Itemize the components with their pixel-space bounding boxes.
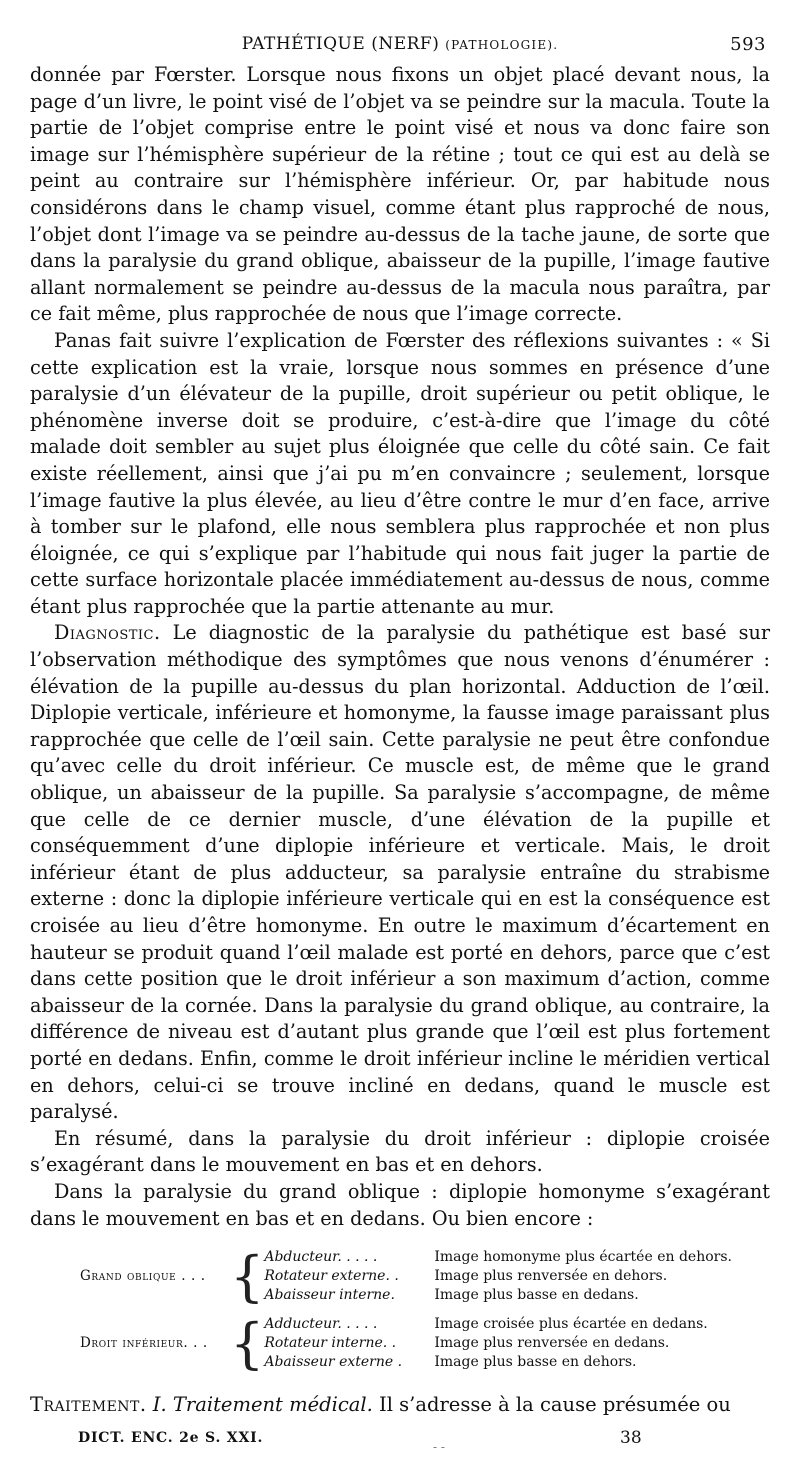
brace-icon: { — [230, 1311, 265, 1375]
header-title: PATHÉTIQUE (NERF) (PATHOLOGIE). — [241, 34, 559, 54]
paragraph-diagnostic — [30, 620, 770, 1125]
summary-table — [80, 1244, 732, 1375]
print-mark: - - — [433, 1440, 445, 1454]
group-label: Grand oblique . . . — [80, 1268, 206, 1285]
treatment-title: I. Traitement médical. — [152, 1393, 373, 1417]
running-header — [30, 28, 770, 62]
effect-cell: Image plus basse en dehors. — [434, 1354, 637, 1371]
paragraph-panas: Panas fait suivre l’explication de Fœrster des réflexions suivantes : « Si cette explication est la vraie, lorsque nous sommes en présence d’une paralysie d’un élévateur de la pupille, droit supérieur ou petit oblique, le phénomène inverse doit se produire, c’est-à-dire que l’image du côté malade doit sembler au sujet plus éloignée que celle du côté sain. Ce fait existe réellement, ainsi que j’ai pu m’en convaincre ; seulement, lorsque l’image fautive la plus élevée, au lieu d’être contre le mur d’en face, arrive à tomber sur le plafond, elle nous semblera plus rapprochée et non plus éloignée, ce qui s’explique par l’habitude qui nous fait juger la partie de cette surface horizontale placée immédiatement au-dessus de nous, comme étant plus rapprochée que la partie attenante au mur. — [30, 328, 770, 618]
term-cell: Abducteur. . . . . — [264, 1249, 378, 1266]
table-row — [80, 1248, 732, 1267]
table-spacer — [80, 1305, 732, 1315]
diagnostic-text: Le diagnostic de la paralysie du pathétique est basé sur l’observation méthodique des symptômes que nous venons d’énumérer : élévation de la pupille au-dessus du plan horizontal. Adduction de l’œil. Diplopie verticale, inférieure et homonyme, la fausse image paraissant plus rapprochée que celle de l’œil sain. Cette paralysie ne peut être confondue qu’avec celle du droit inférieur. Ce muscle est, de même que le grand oblique, un abaisseur de la pupille. Sa paralysie s’accompagne, de même que celle de ce dernier muscle, d’une élévation de la pupille et conséquemment d’une diplopie inférieure et verticale. Mais, le droit inférieur étant de plus adducteur, sa paralysie entraîne du strabisme externe : donc la diplopie inférieure verticale qui en est la conséquence est croisée au lieu d’être homonyme. En outre le maximum d’écartement en hauteur se produit quand l’œil malade est porté en dehors, parce que c’est dans cette position que le droit inférieur a son maximum d’action, comme abaisseur de la cornée. Dans la paralysie du grand oblique, au contraire, la différence de niveau est d’autant plus grande que l’œil est plus fortement porté en dedans. Enfin, comme le droit inférieur incline le méridien vertical en dehors, celui-ci se trouve incliné en dedans, quand le muscle est paralysé. — [30, 621, 770, 1124]
effect-cell: Image plus renversée en dehors. — [434, 1268, 668, 1285]
paragraph-foerster: donnée par Fœrster. Lorsque nous fixons un objet placé devant nous, la page d’un livre, le point visé de l’objet va se peindre sur la macula. Toute la partie de l’objet comprise entre le point visé et nous va donc faire son image sur l’hémisphère supérieur de la rétine ; tout ce qui est au delà se peint au contraire sur l’hémisphère inférieur. Or, par habitude nous considérons dans le champ visuel, comme étant plus rapproché de nous, l’objet dont l’image va se peindre au-dessus de la tache jaune, de sorte que dans la paralysie du grand oblique, abaisseur de la pupille, l’image fautive allant normalement se peindre au-dessus de la macula nous paraîtra, par ce fait même, plus rapprochée de nous que l’image correcte. — [30, 63, 770, 326]
group-label: Droit inférieur. . . — [80, 1335, 208, 1352]
paragraph-resume-2: Dans la paralysie du grand oblique : diplopie homonyme s’exagérant dans le mouvement en bas et en dedans. Ou bien encore : — [30, 1179, 770, 1230]
header-subtitle: (PATHOLOGIE). — [445, 38, 559, 52]
treatment-heading: Traitement. — [30, 1393, 147, 1417]
term-cell: Abaisseur interne. — [264, 1287, 395, 1304]
term-cell: Adducteur. . . . . — [264, 1316, 378, 1333]
page-number: 593 — [730, 34, 766, 55]
effect-cell: Image croisée plus écartée en dedans. — [434, 1316, 708, 1333]
brace-icon: { — [230, 1244, 265, 1308]
effect-cell: Image homonyme plus écartée en dehors. — [434, 1249, 732, 1266]
document-page — [30, 28, 770, 1456]
effect-cell: Image plus basse en dedans. — [434, 1287, 639, 1304]
printer-signature: DICT. ENC. 2e S. XXI. — [78, 1430, 264, 1447]
effect-cell: Image plus renversée en dedans. — [434, 1335, 670, 1352]
page-footer — [30, 1426, 770, 1456]
treatment-line — [30, 1392, 770, 1418]
term-cell: Rotateur interne. . — [264, 1335, 397, 1352]
term-cell: Abaisseur externe . — [264, 1354, 403, 1371]
paragraph-resume-1: En résumé, dans la paralysie du droit inférieur : diplopie croisée s’exagérant dans le mouvement en bas et en dehors. — [30, 1126, 770, 1177]
diagnostic-heading: Diagnostic. — [54, 621, 161, 645]
table-row — [80, 1315, 732, 1334]
sheet-number: 38 — [620, 1428, 642, 1449]
term-cell: Rotateur externe. . — [264, 1268, 399, 1285]
treatment-text: Il s’adresse à la cause présumée ou — [372, 1393, 731, 1417]
